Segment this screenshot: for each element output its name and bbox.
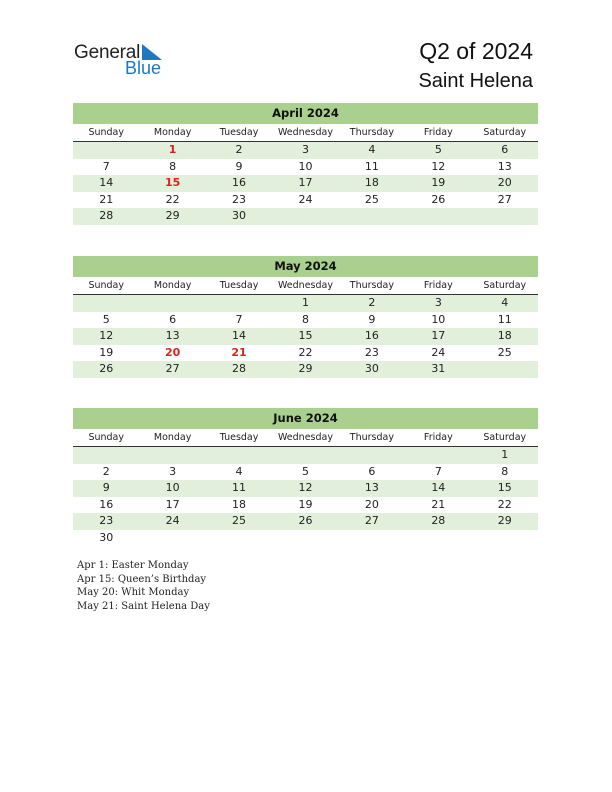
day-cell: 3 (301, 143, 309, 156)
day-cell: 16 (232, 176, 247, 189)
day-cell: 12 (431, 159, 446, 173)
day-cell: 27 (364, 514, 379, 527)
logo (74, 42, 174, 78)
holiday-day-cell: 21 (231, 345, 247, 359)
day-cell: 6 (169, 312, 177, 326)
day-cell: 30 (364, 362, 379, 375)
weekday-header-row (73, 124, 538, 142)
day-cell: 25 (232, 514, 247, 527)
weekday-label: Saturday (483, 280, 527, 291)
weekday-header-row (73, 277, 538, 295)
day-cell: 7 (235, 312, 243, 326)
day-cell: 30 (232, 209, 247, 222)
month-calendar-may (73, 256, 538, 378)
day-cell (206, 530, 272, 547)
day-cell (73, 142, 139, 159)
day-cell: 19 (99, 345, 114, 359)
day-cell: 24 (165, 514, 180, 527)
day-cell (139, 295, 205, 312)
day-cell: 19 (298, 497, 313, 511)
day-cell: 11 (497, 312, 512, 326)
day-cell: 2 (235, 143, 243, 156)
week-row (73, 192, 538, 209)
day-cell: 6 (368, 464, 376, 478)
day-cell: 12 (99, 329, 114, 342)
day-cell: 29 (497, 514, 512, 527)
day-cell: 16 (99, 497, 114, 511)
weekday-label: Friday (423, 127, 453, 138)
month-calendar-april (73, 103, 538, 225)
weekday-label: Wednesday (277, 127, 333, 138)
day-cell: 13 (165, 329, 180, 342)
weekday-label: Monday (153, 127, 192, 138)
day-cell: 22 (497, 497, 512, 511)
week-row (73, 513, 538, 530)
day-cell: 5 (301, 464, 309, 478)
day-cell: 9 (235, 159, 243, 173)
weekday-label: Sunday (88, 432, 124, 443)
weekday-label: Thursday (349, 127, 394, 138)
week-row (73, 345, 538, 362)
week-row (73, 361, 538, 378)
day-cell (139, 530, 205, 547)
day-cell: 6 (501, 143, 509, 156)
day-cell: 26 (99, 362, 114, 375)
day-cell: 12 (298, 481, 313, 494)
day-cell (206, 447, 272, 464)
day-cell: 11 (232, 481, 247, 494)
day-cell: 22 (165, 192, 180, 206)
day-cell (405, 208, 471, 225)
day-cell: 11 (364, 159, 379, 173)
day-cell: 8 (501, 464, 509, 478)
weekday-label: Thursday (349, 280, 394, 291)
holiday-note: Apr 1: Easter Monday (77, 560, 189, 571)
page-subtitle: Saint Helena (418, 70, 533, 92)
day-cell (339, 530, 405, 547)
week-row (73, 480, 538, 497)
day-cell: 13 (497, 159, 512, 173)
day-cell: 29 (298, 362, 313, 375)
month-header: May 2024 (73, 256, 538, 277)
day-cell: 30 (99, 530, 114, 544)
day-cell: 17 (165, 497, 180, 511)
day-cell: 23 (364, 345, 379, 359)
day-cell (272, 530, 338, 547)
day-cell: 17 (298, 176, 313, 189)
day-cell: 17 (431, 329, 446, 342)
day-cell: 15 (497, 481, 512, 494)
day-cell: 22 (298, 345, 313, 359)
day-cell: 26 (431, 192, 446, 206)
weekday-label: Saturday (483, 432, 527, 443)
logo-blue-text: Blue (125, 58, 162, 78)
day-cell: 28 (431, 514, 446, 527)
day-cell: 24 (298, 192, 313, 206)
week-row (73, 447, 538, 464)
day-cell: 7 (434, 464, 442, 478)
week-row (73, 295, 538, 312)
weekday-label: Monday (153, 432, 192, 443)
holiday-notes (77, 559, 210, 613)
week-row (73, 142, 538, 159)
day-cell: 9 (102, 481, 110, 494)
day-cell: 1 (501, 448, 509, 461)
day-cell (472, 530, 538, 547)
day-cell: 21 (431, 497, 446, 511)
week-row (73, 464, 538, 481)
day-cell (405, 530, 471, 547)
day-cell: 27 (165, 362, 180, 375)
holiday-day-cell: 1 (168, 143, 177, 156)
holiday-day-cell: 20 (164, 345, 181, 359)
day-cell (73, 295, 139, 312)
day-cell: 19 (431, 176, 446, 189)
day-cell: 28 (232, 362, 247, 375)
day-cell: 8 (169, 159, 177, 173)
holiday-note: May 20: Whit Monday (77, 587, 190, 598)
day-cell: 5 (102, 312, 110, 326)
week-row (73, 312, 538, 329)
day-cell: 8 (301, 312, 309, 326)
day-cell: 10 (431, 312, 446, 326)
day-cell: 20 (364, 497, 379, 511)
day-cell: 2 (102, 464, 110, 478)
day-cell: 26 (298, 514, 313, 527)
day-cell: 4 (235, 464, 243, 478)
day-cell (339, 208, 405, 225)
week-row (73, 208, 538, 225)
weekday-label: Tuesday (219, 127, 259, 138)
day-cell: 23 (99, 514, 114, 527)
week-row (73, 530, 538, 547)
day-cell: 9 (368, 312, 376, 326)
week-row (73, 175, 538, 192)
day-cell: 15 (298, 329, 313, 342)
weekday-label: Thursday (349, 432, 394, 443)
day-cell (472, 208, 538, 225)
day-cell: 31 (431, 362, 446, 375)
day-cell: 20 (497, 176, 512, 189)
weekday-label: Friday (423, 432, 453, 443)
week-row (73, 497, 538, 514)
weekday-label: Saturday (483, 127, 527, 138)
day-cell: 24 (431, 345, 446, 359)
weekday-label: Sunday (88, 127, 124, 138)
day-cell: 21 (99, 192, 114, 206)
holiday-note: May 21: Saint Helena Day (77, 600, 210, 612)
day-cell: 18 (232, 497, 247, 511)
week-row (73, 328, 538, 345)
day-cell (405, 447, 471, 464)
weekday-label: Monday (153, 280, 192, 291)
weekday-label: Tuesday (219, 432, 259, 443)
month-calendar-june (73, 408, 538, 546)
weekday-header-row (73, 429, 538, 447)
day-cell: 3 (169, 464, 177, 478)
day-cell (206, 295, 272, 312)
day-cell: 16 (364, 329, 379, 342)
day-cell (272, 208, 338, 225)
weekday-label: Tuesday (219, 280, 259, 291)
day-cell (139, 447, 205, 464)
week-row (73, 159, 538, 176)
weekday-label: Friday (423, 280, 453, 291)
day-cell: 5 (434, 143, 442, 156)
day-cell: 10 (298, 159, 313, 173)
day-cell: 14 (99, 176, 114, 189)
day-cell: 27 (497, 192, 512, 206)
day-cell: 7 (102, 159, 110, 173)
day-cell: 29 (165, 209, 180, 222)
day-cell (272, 447, 338, 464)
weekday-label: Wednesday (277, 432, 333, 443)
day-cell (339, 447, 405, 464)
day-cell: 13 (364, 481, 379, 494)
day-cell: 25 (497, 345, 512, 359)
day-cell: 25 (364, 192, 379, 206)
logo-general-text: General (74, 42, 141, 63)
holiday-note: Apr 15: Queen’s Birthday (77, 573, 207, 585)
weekday-label: Wednesday (277, 280, 333, 291)
day-cell: 14 (431, 481, 446, 494)
day-cell: 10 (165, 481, 180, 494)
day-cell: 18 (497, 329, 512, 342)
month-header: June 2024 (73, 408, 538, 429)
holiday-day-cell: 15 (164, 176, 181, 189)
day-cell: 18 (364, 176, 379, 189)
day-cell: 23 (232, 192, 247, 206)
month-header: April 2024 (73, 103, 538, 124)
day-cell: 1 (301, 296, 309, 309)
day-cell (472, 361, 538, 378)
weekday-label: Sunday (88, 280, 124, 291)
day-cell: 4 (501, 296, 509, 309)
day-cell: 2 (368, 296, 376, 309)
day-cell: 3 (434, 296, 442, 309)
day-cell (73, 447, 139, 464)
page-title: Q2 of 2024 (419, 38, 533, 64)
day-cell: 14 (232, 329, 247, 342)
day-cell: 28 (99, 209, 114, 222)
day-cell: 4 (368, 143, 376, 156)
